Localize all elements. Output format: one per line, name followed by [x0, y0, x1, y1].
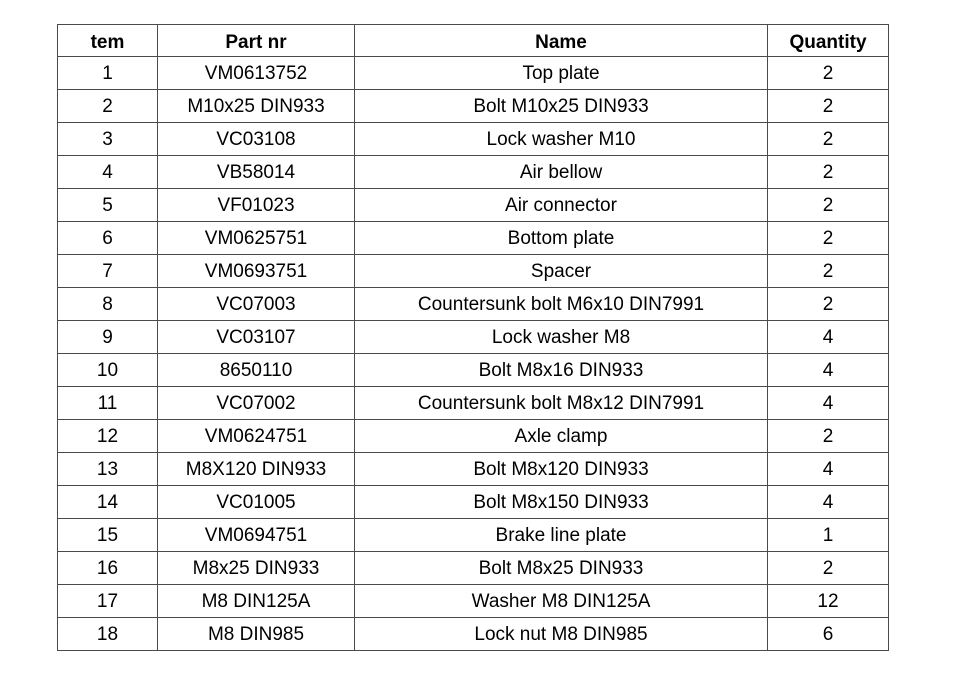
quantity-cell: 2	[768, 288, 889, 321]
item-cell: 13	[58, 453, 158, 486]
quantity-cell: 4	[768, 453, 889, 486]
name-cell: Washer M8 DIN125A	[355, 585, 768, 618]
part-nr-cell: VM0625751	[158, 222, 355, 255]
table-row	[58, 618, 889, 651]
table-row	[58, 123, 889, 156]
part-nr-cell: M10x25 DIN933	[158, 90, 355, 123]
part-nr-cell: VC03107	[158, 321, 355, 354]
quantity-cell: 2	[768, 156, 889, 189]
item-cell: 17	[58, 585, 158, 618]
item-cell: 15	[58, 519, 158, 552]
table-row	[58, 453, 889, 486]
table-body	[58, 57, 889, 651]
quantity-cell: 2	[768, 222, 889, 255]
item-cell: 4	[58, 156, 158, 189]
name-cell: Lock washer M8	[355, 321, 768, 354]
column-header-part-nr: Part nr	[158, 25, 355, 57]
item-cell: 11	[58, 387, 158, 420]
name-cell: Countersunk bolt M6x10 DIN7991	[355, 288, 768, 321]
item-cell: 3	[58, 123, 158, 156]
header-row	[58, 25, 889, 57]
part-nr-cell: VB58014	[158, 156, 355, 189]
quantity-cell: 2	[768, 57, 889, 90]
name-cell: Bolt M10x25 DIN933	[355, 90, 768, 123]
item-cell: 12	[58, 420, 158, 453]
item-cell: 16	[58, 552, 158, 585]
table-row	[58, 90, 889, 123]
table-header	[58, 25, 889, 57]
table-row	[58, 57, 889, 90]
table-row	[58, 486, 889, 519]
item-cell: 8	[58, 288, 158, 321]
part-nr-cell: M8 DIN125A	[158, 585, 355, 618]
item-cell: 7	[58, 255, 158, 288]
quantity-cell: 2	[768, 90, 889, 123]
item-cell: 9	[58, 321, 158, 354]
quantity-cell: 6	[768, 618, 889, 651]
column-header-item: tem	[58, 25, 158, 57]
table-row	[58, 156, 889, 189]
name-cell: Air bellow	[355, 156, 768, 189]
name-cell: Spacer	[355, 255, 768, 288]
quantity-cell: 4	[768, 486, 889, 519]
column-header-quantity: Quantity	[768, 25, 889, 57]
table-row	[58, 552, 889, 585]
name-cell: Axle clamp	[355, 420, 768, 453]
name-cell: Bottom plate	[355, 222, 768, 255]
item-cell: 5	[58, 189, 158, 222]
part-nr-cell: VM0624751	[158, 420, 355, 453]
table-row	[58, 321, 889, 354]
table-row	[58, 387, 889, 420]
part-nr-cell: M8X120 DIN933	[158, 453, 355, 486]
item-cell: 6	[58, 222, 158, 255]
name-cell: Bolt M8x120 DIN933	[355, 453, 768, 486]
table-row	[58, 354, 889, 387]
item-cell: 2	[58, 90, 158, 123]
item-cell: 1	[58, 57, 158, 90]
table-row	[58, 519, 889, 552]
part-nr-cell: VM0694751	[158, 519, 355, 552]
quantity-cell: 1	[768, 519, 889, 552]
name-cell: Lock washer M10	[355, 123, 768, 156]
name-cell: Countersunk bolt M8x12 DIN7991	[355, 387, 768, 420]
quantity-cell: 2	[768, 420, 889, 453]
table-row	[58, 222, 889, 255]
name-cell: Air connector	[355, 189, 768, 222]
quantity-cell: 4	[768, 354, 889, 387]
quantity-cell: 12	[768, 585, 889, 618]
name-cell: Top plate	[355, 57, 768, 90]
name-cell: Bolt M8x150 DIN933	[355, 486, 768, 519]
table-row	[58, 189, 889, 222]
table-row	[58, 585, 889, 618]
part-nr-cell: VC07002	[158, 387, 355, 420]
part-nr-cell: 8650110	[158, 354, 355, 387]
name-cell: Brake line plate	[355, 519, 768, 552]
quantity-cell: 2	[768, 189, 889, 222]
part-nr-cell: VF01023	[158, 189, 355, 222]
item-cell: 18	[58, 618, 158, 651]
name-cell: Bolt M8x16 DIN933	[355, 354, 768, 387]
table-row	[58, 288, 889, 321]
table-row	[58, 255, 889, 288]
quantity-cell: 4	[768, 387, 889, 420]
part-nr-cell: M8x25 DIN933	[158, 552, 355, 585]
part-nr-cell: VM0693751	[158, 255, 355, 288]
parts-list-table	[57, 24, 889, 651]
column-header-name: Name	[355, 25, 768, 57]
part-nr-cell: M8 DIN985	[158, 618, 355, 651]
name-cell: Bolt M8x25 DIN933	[355, 552, 768, 585]
item-cell: 14	[58, 486, 158, 519]
quantity-cell: 4	[768, 321, 889, 354]
quantity-cell: 2	[768, 255, 889, 288]
table-row	[58, 420, 889, 453]
part-nr-cell: VC03108	[158, 123, 355, 156]
quantity-cell: 2	[768, 123, 889, 156]
quantity-cell: 2	[768, 552, 889, 585]
part-nr-cell: VC01005	[158, 486, 355, 519]
name-cell: Lock nut M8 DIN985	[355, 618, 768, 651]
item-cell: 10	[58, 354, 158, 387]
part-nr-cell: VM0613752	[158, 57, 355, 90]
part-nr-cell: VC07003	[158, 288, 355, 321]
